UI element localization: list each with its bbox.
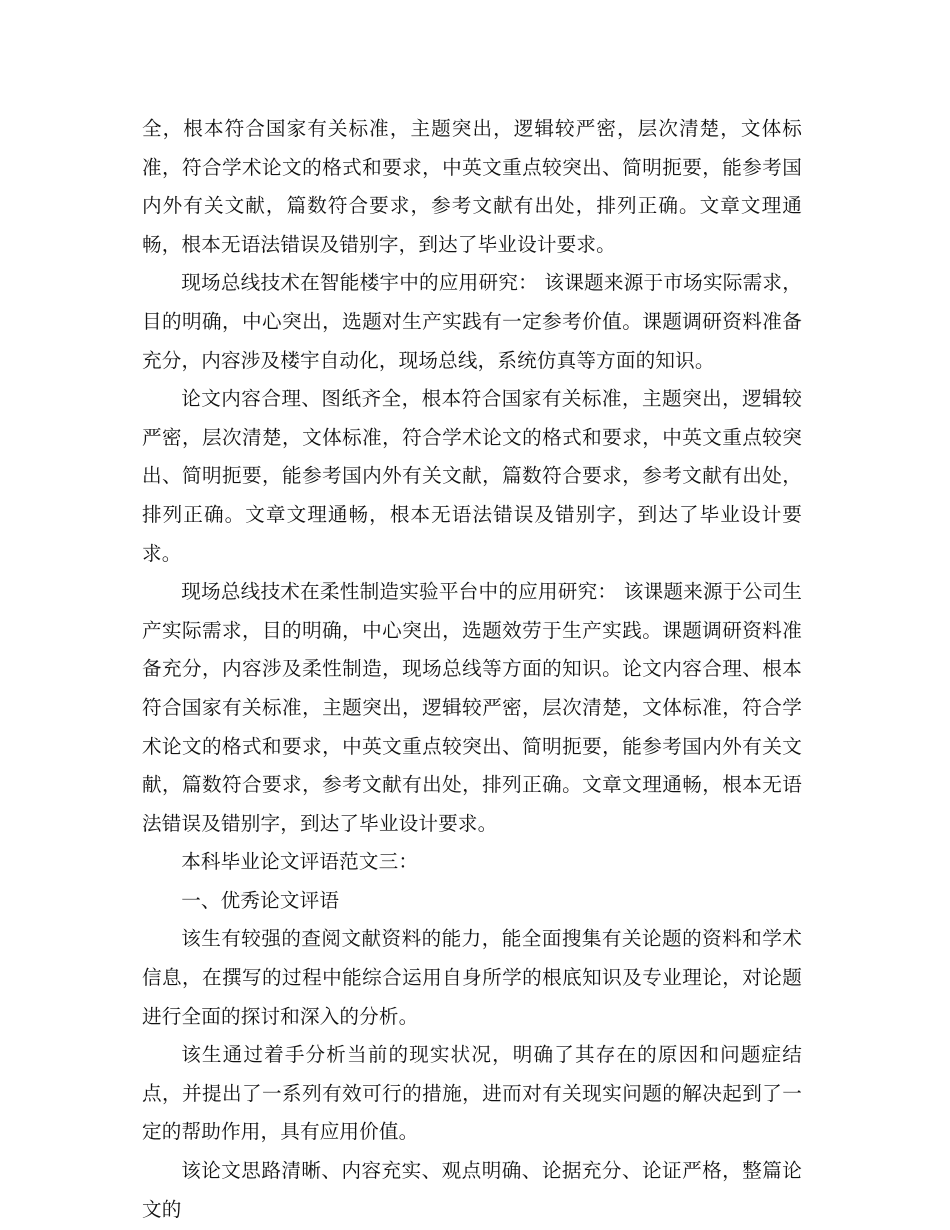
document-body — [142, 110, 802, 1229]
paragraph-flexible-manufacturing-review: 现场总线技术在柔性制造实验平台中的应用研究： 该课题来源于公司生产实际需求，目的明确，中心突出，选题效劳于生产实践。课题调研资料准备充分，内容涉及柔性制造，现场总线等方面的知识。论文内容合理、根本符合国家有关标准，主题突出，逻辑较严密，层次清楚，文体标准，符合学术论文的格式和要求，中英文重点较突出、简明扼要，能参考国内外有关文献，篇数符合要求，参考文献有出处，排列正确。文章文理通畅，根本无语法错误及错别字，到达了毕业设计要求。 — [142, 580, 802, 835]
paragraph-content-review: 论文内容合理、图纸齐全，根本符合国家有关标准，主题突出，逻辑较严密，层次清楚，文体标准，符合学术论文的格式和要求，中英文重点较突出、简明扼要，能参考国内外有关文献，篇数符合要求，参考文献有出处，排列正确。文章文理通畅，根本无语法错误及错别字，到达了毕业设计要求。 — [142, 387, 802, 565]
paragraph-thesis-quality: 该论文思路清晰、内容充实、观点明确、论据充分、论证严格，整篇论文的 — [142, 1159, 802, 1221]
paragraph-analysis: 该生通过着手分析当前的现实状况，明确了其存在的原因和问题症结点，并提出了一系列有效可行的措施，进而对有关现实问题的解决起到了一定的帮助作用，具有应用价值。 — [142, 1043, 802, 1144]
section-heading-sample-three: 本科毕业论文评语范文三： — [181, 850, 419, 874]
paragraph-smart-building-review: 现场总线技术在智能楼宇中的应用研究： 该课题来源于市场实际需求，目的明确，中心突出，选题对生产实践有一定参考价值。课题调研资料准备充分，内容涉及楼宇自动化，现场总线，系统仿真等方面的知识。 — [142, 271, 802, 372]
paragraph-literature-ability: 该生有较强的查阅文献资料的能力，能全面搜集有关论题的资料和学术信息，在撰写的过程中能综合运用自身所学的根底知识及专业理论，对论题进行全面的探讨和深入的分析。 — [142, 927, 802, 1028]
paragraph-continuation: 全，根本符合国家有关标准，主题突出，逻辑较严密，层次清楚，文体标准，符合学术论文的格式和要求，中英文重点较突出、简明扼要，能参考国内外有关文献，篇数符合要求，参考文献有出处，排列正确。文章文理通畅，根本无语法错误及错别字，到达了毕业设计要求。 — [142, 117, 802, 256]
subsection-heading-excellent: 一、优秀论文评语 — [181, 888, 340, 912]
